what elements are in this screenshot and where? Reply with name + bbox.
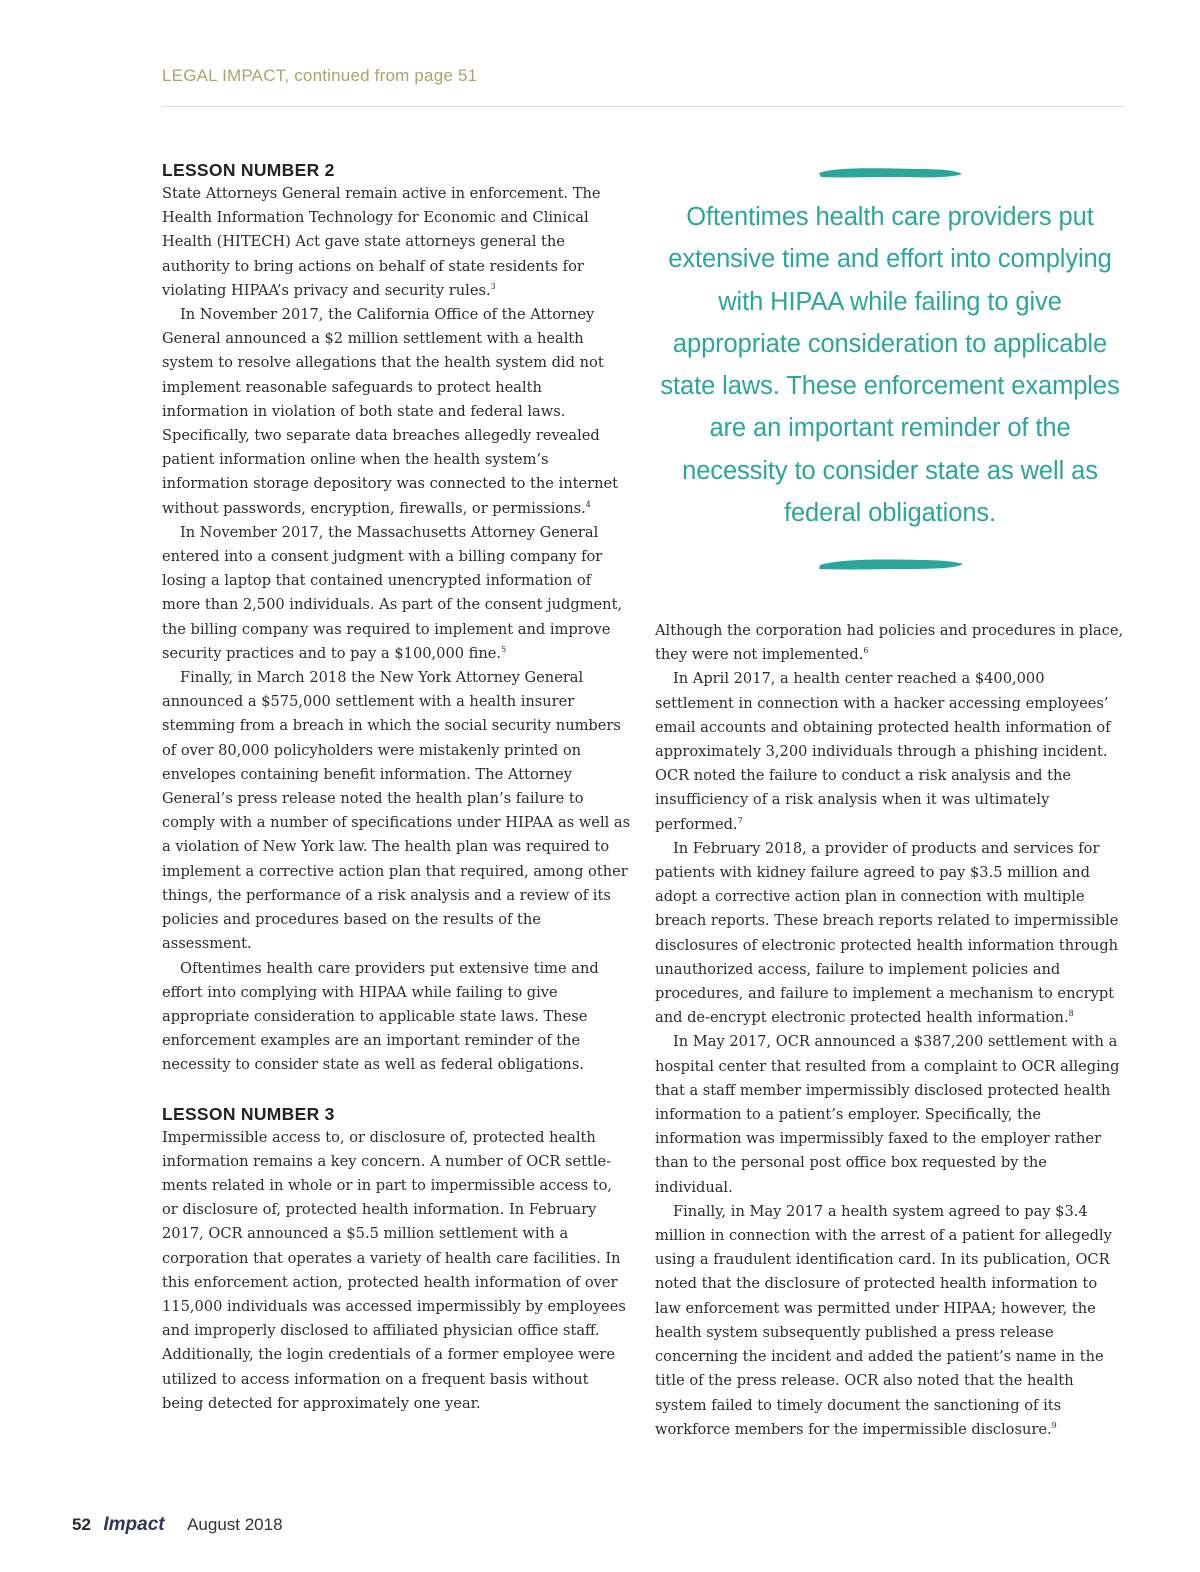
issue-date: August 2018: [187, 1515, 283, 1534]
pull-quote: [655, 160, 1125, 590]
footnote-ref: 6: [863, 646, 869, 656]
lesson-3-paragraph-1: Impermissible access to, or disclosure of, protected health information remains a key concern. A number of OCR settle-ments related in whole or in part to impermissible access to, or disclosure of, protected health information. In February 2017, OCR announced a $5.5 million settlement with a corporation that operates a variety of health care facilities. In this enforcement action, protected health information of over 115,000 individuals was accessed impermissibly by employees and improperly disclosed to affiliated physician office staff. Additionally, the login credentials of a former employee were utilized to access information on a frequent basis without being detected for approximately one year.: [162, 1128, 626, 1412]
pull-quote-text: Oftentimes health care providers put extensive time and effort into complying with HIPAA while failing to give appropriate consideration to applicable state laws. These enforcement examples are an important reminder of the necessity to consider state as well as federal obligations.: [660, 203, 1120, 528]
page-footer: [72, 1514, 283, 1536]
brush-stroke-decoration: [815, 556, 965, 572]
lesson-2-paragraph-5: Oftentimes health care providers put extensive time and effort into complying with HIPAA while failing to give appropriate consideration to applicable state laws. These enforcement examples are an important reminder of the necessity to consider state as well as federal obligations.: [162, 959, 599, 1074]
footnote-ref: 4: [585, 499, 591, 509]
brush-stroke-decoration: [815, 165, 965, 181]
lesson-2-paragraph-3: In November 2017, the Massachusetts Attorney General entered into a consent judgment with a billing company for losing a laptop that contained unencrypted information of more than 2,500 individuals. As part of the consent judgment, the billing company was required to implement and improve security practices and to pay a $100,000 fine.$^5$: [162, 523, 623, 662]
footnote-ref: 5: [501, 645, 507, 654]
right-paragraph-2: In April 2017, a health center reached a $400,000 settlement in connection with a hacker accessing employees’ email accounts and obtaining protected health information of approximately 3,200 individuals through a phishing incident. OCR noted the failure to conduct a risk analysis and the insufficiency of a risk analysis when it was ultimately performed.$^7$: [655, 670, 1111, 833]
right-paragraph-5: Finally, in May 2017 a health system agreed to pay $3.4 million in connection with the arrest of a patient for allegedly using a fraudulent identification card. In its publication, OCR noted that the disclosure of protected health information to law enforcement was permitted under HIPAA; however, the health system subsequently published a press release concerning the incident and added the patient’s name in the title of the press release. OCR also noted that the health system failed to timely document the sanctioning of its workforce members for the impermissible disclosure.$^9$: [655, 1202, 1112, 1438]
lesson-2-paragraph-1: State Attorneys General remain active in enforcement. The Health Information Technology for Economic and Clinical Health (HITECH) Act gave state attorneys general the authority to bring actions on behalf of state residents for violating HIPAA’s privacy and security rules.$^3$: [162, 185, 601, 299]
magazine-logo: Impact: [103, 1514, 165, 1535]
lesson-2-paragraph-2: In November 2017, the California Office of the Attorney General announced a $2 million settlement with a health system to resolve allegations that the health system did not implement reasonable safeguards to protect health information in violation of both state and federal laws. Specifically, two separate data breaches allegedly revealed patient information online when the health system’s information storage depository was connected to the internet without passwords, encryption, firewalls, or permissions.$^4$: [162, 306, 618, 517]
footnote-ref: 9: [1051, 1420, 1057, 1430]
footnote-ref: 8: [1068, 1009, 1074, 1019]
right-paragraph-4: In May 2017, OCR announced a $387,200 settlement with a hospital center that resulted from a complaint to OCR alleging that a staff member impermissibly disclosed protected health information to a patient’s employer. Specifically, the information was impermissibly faxed to the employer rather than to the personal post office box requested by the individual.: [655, 1033, 1120, 1196]
left-column: [162, 158, 632, 1416]
continued-from-label: LEGAL IMPACT, continued from page 51: [162, 66, 478, 85]
lesson-2-heading: LESSON NUMBER 2: [162, 160, 335, 180]
right-column: [655, 619, 1125, 1442]
lesson-3-heading: LESSON NUMBER 3: [162, 1103, 335, 1124]
page-number: 52: [72, 1515, 91, 1534]
running-header: [162, 66, 1125, 107]
footnote-ref: 3: [490, 281, 496, 291]
lesson-2-paragraph-4: Finally, in March 2018 the New York Attorney General announced a $575,000 settlement with a health insurer stemming from a breach in which the social security numbers of over 80,000 policyholders were mistakenly printed on envelopes containing benefit information. The Attorney General’s press release noted the health plan’s failure to comply with a number of specifications under HIPAA as well as a violation of New York law. The health plan was required to implement a corrective action plan that required, among other things, the performance of a risk analysis and a review of its policies and procedures based on the results of the assessment.: [162, 669, 631, 953]
right-paragraph-1: Although the corporation had policies and procedures in place, they were not implemented.$^6$: [655, 622, 1124, 664]
right-paragraph-3: In February 2018, a provider of products and services for patients with kidney failure agreed to pay $3.5 million and adopt a corrective action plan in connection with multiple breach reports. These breach reports related to impermissible disclosures of electronic protected health information through unauthorized access, failure to implement policies and procedures, and failure to implement a mechanism to encrypt and de-encrypt electronic protected health information.$^8$: [655, 839, 1119, 1027]
footnote-ref: 7: [737, 815, 743, 825]
